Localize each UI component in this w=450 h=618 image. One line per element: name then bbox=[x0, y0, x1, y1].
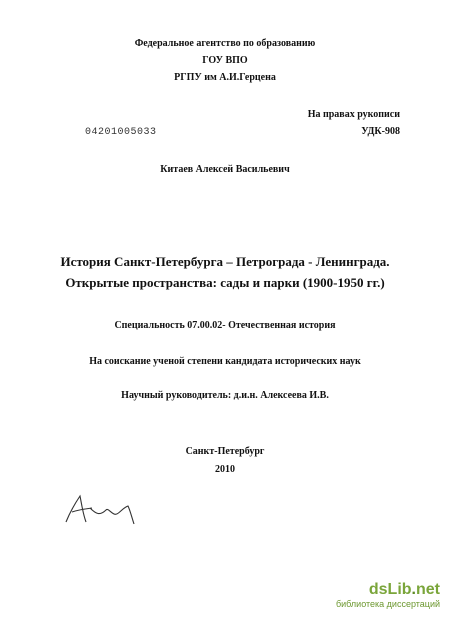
registration-number: 04201005033 bbox=[85, 127, 157, 138]
signature-icon bbox=[60, 490, 140, 530]
degree-line: На соискание ученой степени кандидата исторических наук bbox=[89, 356, 361, 367]
university-line: РГПУ им А.И.Герцена bbox=[174, 72, 276, 83]
title-line-2: Открытые пространства: сады и парки (1900-1950 гг.) bbox=[65, 275, 385, 290]
watermark-logo-dot: . bbox=[411, 581, 416, 598]
watermark-logo bbox=[330, 581, 440, 599]
author-name: Китаев Алексей Васильевич bbox=[160, 164, 290, 175]
udk-code: УДК-908 bbox=[361, 126, 400, 137]
title-line-1: История Санкт-Петербурга – Петрограда - Ленинграда. bbox=[60, 254, 390, 269]
watermark bbox=[330, 581, 440, 610]
watermark-logo-part2: net bbox=[416, 581, 440, 598]
city-line: Санкт-Петербург bbox=[185, 446, 265, 457]
advisor-line: Научный руководитель: д.и.н. Алексеева И.В. bbox=[121, 390, 329, 401]
specialty-line: Специальность 07.00.02- Отечественная история bbox=[114, 320, 336, 331]
manuscript-rights: На правах рукописи bbox=[307, 109, 400, 120]
year-line: 2010 bbox=[215, 464, 235, 475]
org-line: ГОУ ВПО bbox=[202, 55, 248, 66]
watermark-logo-part1: dsLib bbox=[368, 581, 412, 598]
agency-line: Федеральное агентство по образованию bbox=[134, 38, 316, 49]
watermark-subtitle: библиотека диссертаций bbox=[335, 599, 440, 609]
